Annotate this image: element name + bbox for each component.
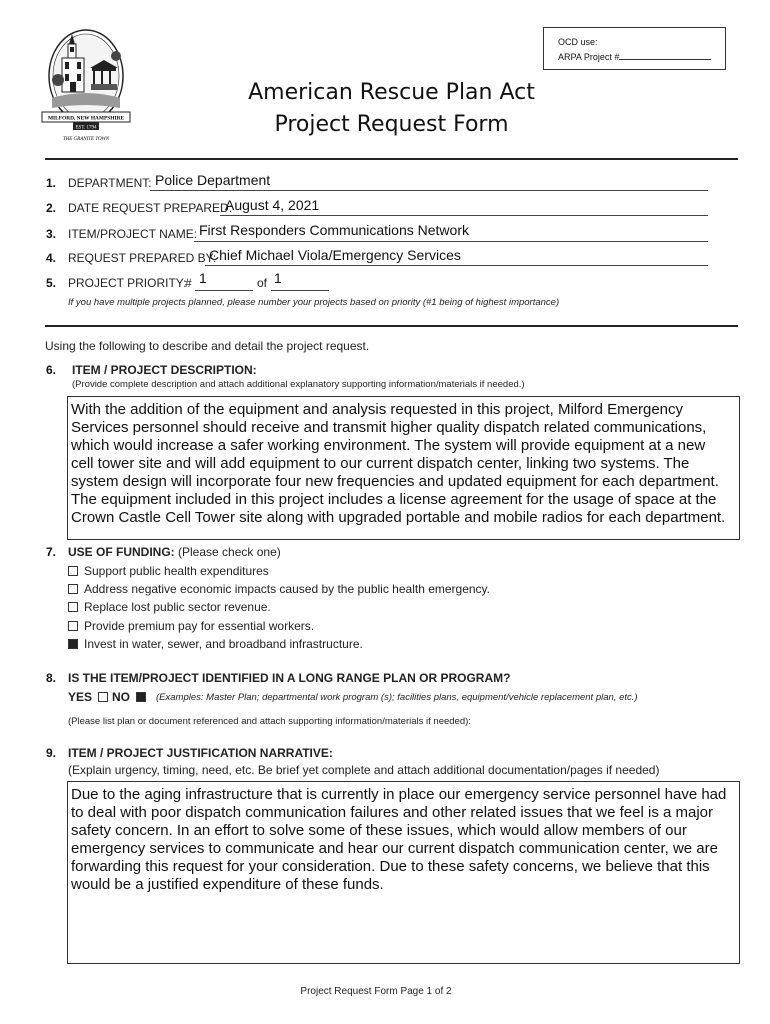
field-3-number: 3. bbox=[46, 227, 57, 241]
checkbox-icon[interactable] bbox=[68, 584, 78, 594]
section-divider bbox=[45, 325, 738, 327]
field-4-number: 4. bbox=[46, 251, 57, 265]
ocd-use-label: OCD use: bbox=[558, 37, 598, 47]
description-line: which would increase a safer working environment. The system will provide equipment at a new bbox=[71, 437, 706, 454]
description-line: system design will incorporate four new frequencies and updated equipment for each department. bbox=[71, 473, 719, 490]
intro-text: Using the following to describe and detail the project request. bbox=[45, 339, 370, 353]
ocd-use-box bbox=[543, 27, 726, 70]
checkbox-icon[interactable] bbox=[68, 566, 78, 576]
section-8-number: 8. bbox=[46, 671, 57, 685]
section-7-heading: USE OF FUNDING: bbox=[68, 545, 175, 559]
field-5-number: 5. bbox=[46, 276, 57, 290]
project-name-field-line bbox=[194, 241, 708, 242]
prepared-by-field[interactable]: Chief Michael Viola/Emergency Services bbox=[209, 247, 461, 263]
description-line: With the addition of the equipment and analysis requested in this project, Milford Emergency bbox=[71, 401, 683, 418]
priority-label: PROJECT PRIORITY: bbox=[68, 276, 187, 290]
page-footer: Project Request Form Page 1 of 2 bbox=[300, 986, 452, 997]
description-line: Crown Castle Cell Tower site along with upgraded portable and mobile radios for each department. bbox=[71, 509, 726, 526]
funding-option-public-health[interactable]: Support public health expenditures bbox=[68, 564, 269, 578]
arpa-project-number-field[interactable] bbox=[619, 51, 711, 60]
department-label: DEPARTMENT: bbox=[68, 176, 152, 190]
department-field[interactable]: Police Department bbox=[155, 172, 271, 188]
project-name-field[interactable]: First Responders Communications Network bbox=[199, 222, 469, 238]
form-title-line1: American Rescue Plan Act bbox=[248, 80, 535, 105]
town-seal-logo bbox=[38, 22, 134, 146]
section-8-instruction: (Please list plan or document referenced and attach supporting information/materials if needed): bbox=[68, 716, 471, 727]
justification-line: forwarding this request for your consideration. Due to these safety concerns, we believe that this bbox=[71, 858, 710, 875]
section-8-examples: (Examples: Master Plan; departmental work program (s); facilities plans, equipment/vehicle replacement plan, etc.) bbox=[156, 692, 638, 703]
field-2-number: 2. bbox=[46, 201, 57, 215]
priority-total-field[interactable]: 1 bbox=[274, 270, 282, 286]
funding-option-premium-pay[interactable]: Provide premium pay for essential workers. bbox=[68, 619, 314, 633]
project-name-label: ITEM/PROJECT NAME: bbox=[68, 227, 198, 241]
section-6-heading: ITEM / PROJECT DESCRIPTION: bbox=[72, 363, 257, 377]
funding-option-lost-revenue[interactable]: Replace lost public sector revenue. bbox=[68, 600, 271, 614]
field-1-number: 1. bbox=[46, 176, 57, 190]
section-9-heading: ITEM / PROJECT JUSTIFICATION NARRATIVE: bbox=[68, 746, 333, 760]
section-6-number: 6. bbox=[46, 363, 57, 377]
department-field-line bbox=[150, 190, 708, 191]
seal-motto-text: THE GRANITE TOWN bbox=[62, 137, 110, 142]
seal-established-text: EST. 1794 bbox=[75, 125, 97, 131]
header-divider bbox=[45, 158, 738, 160]
justification-line: safety concern. In an effort to solve some of these issues, which would allow members of our bbox=[71, 822, 687, 839]
prepared-by-field-line bbox=[205, 265, 708, 266]
no-checked-checkbox-icon[interactable] bbox=[136, 692, 146, 702]
justification-textarea[interactable] bbox=[67, 781, 740, 964]
description-line: The equipment included in this project includes a license agreement for the usage of space at the bbox=[71, 491, 717, 508]
justification-line: would be a justified expenditure of these funds. bbox=[71, 876, 384, 893]
justification-line: emergency services to communicate and hear our current dispatch communication center, we are bbox=[71, 840, 718, 857]
priority-field[interactable]: 1 bbox=[199, 270, 207, 286]
yes-option[interactable]: YES bbox=[68, 690, 114, 704]
priority-hash: # bbox=[185, 276, 192, 290]
no-option[interactable]: NO bbox=[112, 690, 152, 704]
priority-field-line bbox=[195, 290, 253, 291]
prepared-by-label: REQUEST PREPARED BY: bbox=[68, 251, 217, 265]
description-line: cell tower site and will add equipment to our current dispatch center, linking two systems. The bbox=[71, 455, 690, 472]
section-7-heading-row bbox=[68, 545, 281, 559]
seal-banner-text: MILFORD, NEW HAMPSHIRE bbox=[47, 115, 125, 122]
form-title-line2: Project Request Form bbox=[274, 112, 509, 137]
priority-note: If you have multiple projects planned, please number your projects based on priority (#1 being of highest importance) bbox=[68, 297, 560, 308]
date-prepared-field[interactable]: August 4, 2021 bbox=[225, 197, 320, 213]
section-9-instruction: (Explain urgency, timing, need, etc. Be brief yet complete and attach additional documentation/pages if needed) bbox=[68, 763, 660, 777]
section-8-heading: IS THE ITEM/PROJECT IDENTIFIED IN A LONG RANGE PLAN OR PROGRAM? bbox=[68, 671, 511, 685]
funding-option-economic-impacts[interactable]: Address negative economic impacts caused by the public health emergency. bbox=[68, 582, 490, 596]
section-6-instruction: (Provide complete description and attach additional explanatory supporting information/materials if needed.) bbox=[72, 379, 525, 390]
justification-line: to deal with poor dispatch communication failures and other related issues that we feel is a major bbox=[71, 804, 714, 821]
priority-total-field-line bbox=[271, 290, 329, 291]
checkbox-icon[interactable] bbox=[68, 621, 78, 631]
justification-line: Due to the aging infrastructure that is currently in place our emergency service personnel have had bbox=[71, 786, 727, 803]
section-7-number: 7. bbox=[46, 545, 57, 559]
date-prepared-field-line bbox=[220, 215, 708, 216]
project-description-textarea[interactable] bbox=[67, 396, 740, 540]
checkbox-icon[interactable] bbox=[68, 602, 78, 612]
checked-checkbox-icon[interactable] bbox=[68, 639, 78, 649]
priority-of-label: of bbox=[257, 276, 268, 290]
section-9-number: 9. bbox=[46, 746, 57, 760]
arpa-project-label: ARPA Project # bbox=[558, 50, 725, 65]
funding-option-infrastructure[interactable]: Invest in water, sewer, and broadband infrastructure. bbox=[68, 637, 363, 651]
description-line: Services personnel should receive and transmit higher quality dispatch related communications, bbox=[71, 419, 707, 436]
date-prepared-label: DATE REQUEST PREPARED: bbox=[68, 201, 233, 215]
section-7-sub: (Please check one) bbox=[178, 545, 281, 559]
yes-checkbox-icon[interactable] bbox=[98, 692, 108, 702]
